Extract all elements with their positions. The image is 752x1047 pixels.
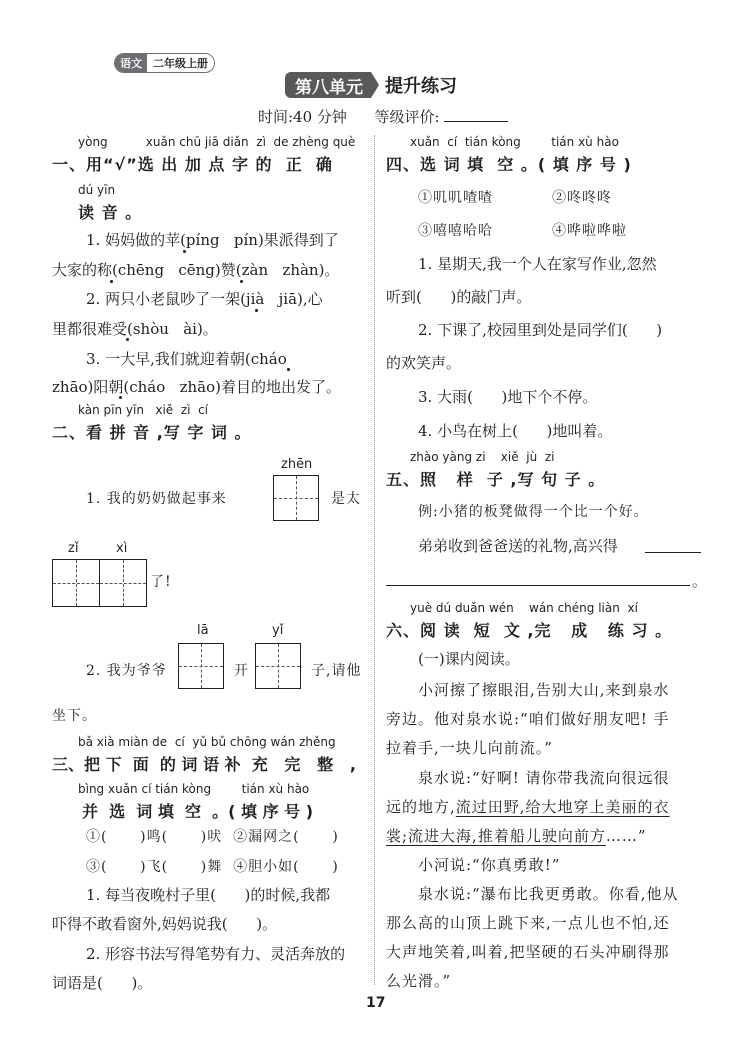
s6-subheading: (一)课内阅读。: [418, 650, 520, 668]
section3-heading: 三、把 下 面 的 词 语 补 充 完 整 ,: [52, 755, 356, 774]
writing-grid-xi[interactable]: [99, 559, 147, 607]
s4-line-5: 3. 大雨( )地下个不停。: [418, 388, 598, 406]
unit-label: 第八单元: [285, 72, 371, 98]
s5-end-mark: 。: [692, 572, 708, 590]
s3-line-1: 1. 每当夜晚村子里( )的时候,我都: [86, 886, 331, 904]
section5-pinyin: zhào yàng zi xiě jù zi: [410, 450, 555, 464]
q1-pinyin-zi: zǐ: [68, 541, 79, 556]
q1-pinyin-xi: xì: [116, 541, 128, 556]
writing-grid-zi[interactable]: [52, 559, 100, 607]
emphasis-dot: [110, 280, 113, 283]
writing-grid-zhen[interactable]: [273, 475, 319, 521]
rating-blank[interactable]: [444, 107, 508, 122]
emphasis-dot: [255, 309, 258, 312]
section2-pinyin: kàn pīn yīn xiě zì cí: [78, 403, 209, 417]
s6-underlined-1: 流过田野,给大地穿上美丽的衣: [455, 798, 670, 816]
s5-answer-blank-1[interactable]: [645, 552, 701, 553]
s6-ellipsis: ……”: [605, 827, 647, 845]
emphasis-dot: [287, 368, 290, 371]
section3-pinyin: bǎ xià miàn de cí yǔ bǔ chōng wán zhěng: [78, 735, 336, 749]
subject-tag: [114, 53, 215, 73]
q2-mid: 开: [234, 663, 249, 679]
s3-option-1: ①( )鸣( )吠 ②漏网之( ): [86, 829, 339, 845]
s1-line-2: 大家的称(chēng cēng)赞(zàn zhàn)。: [52, 261, 340, 279]
s6-line-6: [386, 825, 647, 846]
page-title: 提升练习: [385, 76, 457, 97]
q2-end: 坐下。: [52, 708, 97, 724]
section1-heading2: 读 音 。: [78, 203, 143, 222]
s6-line-2: 旁边。他对泉水说:“咱们做好朋友吧! 手: [386, 710, 670, 728]
s4-option-1: ①叽叽喳喳: [418, 190, 493, 206]
s1-line-4: 里都很难受(shòu ài)。: [52, 320, 218, 338]
s6-underlined-2: 裳;流进大海,推着船儿驶向前方: [386, 827, 606, 845]
subject-label: 语文: [115, 54, 147, 72]
section6-heading: 六、阅 读 短 文 ,完 成 练 习 。: [386, 621, 673, 640]
s6-line-7: 小河说:“你真勇敢!”: [418, 856, 561, 874]
s4-line-6: 4. 小鸟在树上( )地叫着。: [418, 422, 613, 440]
s5-prompt: 弟弟收到爸爸送的礼物,高兴得: [418, 537, 618, 555]
q2-text: 2. 我为爷爷: [86, 663, 167, 679]
s4-option-4: ④哗啦哗啦: [552, 223, 627, 239]
section1-pinyin2: dú yīn: [78, 183, 116, 197]
s1-line-3: 2. 两只小老鼠吵了一架(jià jiā),心: [86, 290, 323, 308]
emphasis-dot: [126, 338, 129, 341]
section4-heading: 四、选 词 填 空 。( 填 序 号 ): [386, 155, 632, 174]
rating-label: 等级评价:: [374, 108, 440, 126]
q2-pinyin-la: lā: [197, 623, 209, 638]
emphasis-dot: [183, 250, 186, 253]
s6-line-11: 么光滑。”: [386, 972, 452, 990]
s4-option-2: ②咚咚咚: [552, 190, 612, 206]
s6-line-5-plain: 远的地方,: [386, 798, 456, 816]
grade-label: 二年级上册: [147, 55, 214, 71]
s4-line-1: 1. 星期天,我一个人在家写作业,忽然: [418, 255, 657, 273]
s5-example: 例:小猪的板凳做得一个比一个好。: [418, 504, 649, 520]
s6-line-9: 那么高的山顶上跳下来,一点儿也不怕,还: [386, 914, 670, 932]
section6-pinyin: yuè dú duǎn wén wán chéng liàn xí: [410, 601, 638, 615]
s3-line-4: 词语是( )。: [52, 974, 153, 992]
section5-heading: 五、照 样 子 ,写 句 子 。: [386, 470, 606, 489]
time-label: 时间:40 分钟: [258, 108, 347, 126]
section2-heading: 二、看 拼 音 ,写 字 词 。: [52, 423, 252, 442]
s6-line-5: [386, 796, 670, 817]
section3-pinyin2: bìng xuǎn cí tián kòng tián xù hào: [78, 782, 310, 796]
s1-line-5: 3. 一大早,我们就迎着朝(cháo: [86, 350, 287, 368]
q1-after: 是太: [331, 491, 361, 507]
s3-option-2: ③( )飞( )舞 ④胆小如( ): [86, 859, 339, 875]
emphasis-dot: [240, 280, 243, 283]
page-number: 17: [366, 995, 386, 1011]
s1-line-1: 1. 妈妈做的苹(píng pín)果派得到了: [86, 231, 339, 249]
q2-after: 子,请他: [311, 663, 362, 679]
s4-line-2: 听到( )的敲门声。: [386, 288, 532, 306]
s3-line-3: 2. 形容书法写得笔势有力、灵活奔放的: [86, 945, 346, 963]
s6-line-10: 大声地笑着,叫着,把坚硬的石头冲刷得那: [386, 943, 670, 961]
s6-line-3: 拉着手,一块儿向前流。”: [386, 739, 553, 757]
s5-answer-blank-2[interactable]: [386, 585, 690, 586]
q2-pinyin-yi: yǐ: [272, 623, 284, 638]
s1-line-6: zhāo)阳朝(cháo zhāo)着目的地出发了。: [52, 378, 341, 396]
section1-pinyin: yòng xuǎn chū jiā diǎn zì de zhèng què: [78, 135, 356, 149]
s4-line-3: 2. 下课了,校园里到处是同学们( ): [418, 321, 663, 339]
s6-line-8: 泉水说:“瀑布比我更勇敢。你看,他从: [418, 885, 679, 903]
section1-heading: 一、用“√”选 出 加 点 字 的 正 确: [52, 155, 333, 174]
q1-pinyin-zhen: zhēn: [281, 457, 313, 472]
s6-line-1: 小河擦了擦眼泪,告别大山,来到泉水: [418, 681, 670, 699]
q1-text: 1. 我的奶奶做起事来: [86, 491, 227, 507]
s4-line-4: 的欢笑声。: [386, 354, 462, 372]
s4-option-3: ③嘻嘻哈哈: [418, 223, 493, 239]
time-rating-line: [258, 106, 508, 127]
writing-grid-la[interactable]: [178, 643, 224, 689]
column-divider: [374, 135, 375, 985]
unit-banner: [285, 72, 457, 98]
emphasis-dot: [119, 396, 122, 399]
s6-line-4: 泉水说:“好啊! 请你带我流向很远很: [418, 769, 670, 787]
section4-pinyin: xuǎn cí tián kòng tián xù hào: [410, 135, 619, 149]
writing-grid-yi[interactable]: [255, 643, 301, 689]
q1-end: 了!: [150, 574, 172, 590]
s3-line-2: 吓得不敢看窗外,妈妈说我( )。: [52, 915, 278, 933]
arrow-icon: [371, 72, 379, 98]
section3-heading2: 并 选 词 填 空 。( 填 序 号 ): [82, 802, 314, 821]
